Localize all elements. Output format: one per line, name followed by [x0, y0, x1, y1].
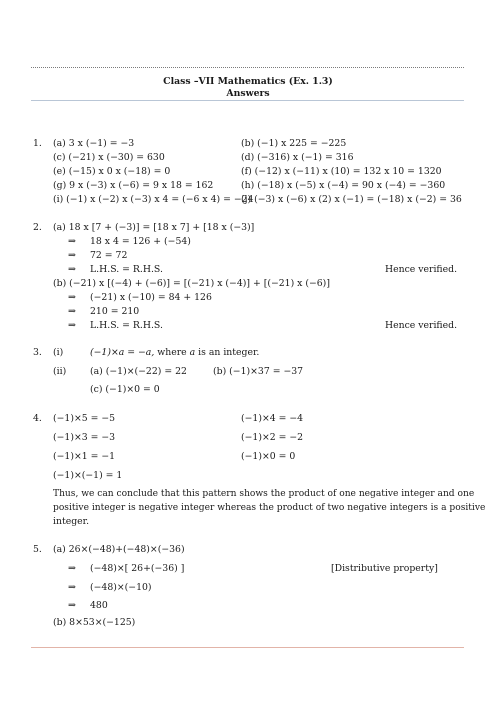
q3-number: 3.	[33, 347, 42, 358]
q4-row-3-right: (−1)×0 = 0	[241, 451, 296, 462]
q3-i-expression	[90, 347, 259, 359]
q1-i: (i) (−1) x (−2) x (−3) x 4 = (−6 x 4) = −24	[53, 194, 254, 205]
q1-number: 1.	[33, 138, 42, 149]
q3-ii-a: (a) (−1)×(−22) = 22	[90, 366, 187, 377]
header-rule	[31, 100, 464, 101]
q4-row-2-right: (−1)×2 = −2	[241, 432, 304, 443]
q5-b-line: (b) 8×53×(−125)	[53, 617, 136, 628]
q2-b-step-3: L.H.S. = R.H.S.	[90, 320, 163, 331]
q4-conclusion-1: Thus, we can conclude that this pattern shows the product of one negative integer and one	[53, 489, 475, 499]
q1-h: (h) (−18) x (−5) x (−4) = 90 x (−4) = −360	[241, 180, 446, 191]
q3-i-text: where	[157, 347, 187, 358]
q2-a-verified: Hence verified.	[385, 264, 458, 275]
q2-a-line: (a) 18 x [7 + (−3)] = [18 x 7] + [18 x (−3)]	[53, 222, 255, 233]
q1-c: (c) (−21) x (−30) = 630	[53, 152, 165, 163]
q3-ii-b: (b) (−1)×37 = −37	[213, 366, 304, 377]
q2-b-verified: Hence verified.	[385, 320, 458, 331]
q4-row-3-left: (−1)×1 = −1	[53, 451, 116, 462]
q3-ii-c: (c) (−1)×0 = 0	[90, 384, 160, 395]
q2-a-step-1: 18 x 4 = 126 + (−54)	[90, 236, 191, 247]
implies-icon: ⇒	[68, 600, 76, 611]
q5-a-step-3: 480	[90, 600, 108, 611]
q2-a-step-3: L.H.S. = R.H.S.	[90, 264, 163, 275]
q2-b-step-2: 210 = 210	[90, 306, 140, 317]
q1-b: (b) (−1) x 225 = −225	[241, 138, 347, 149]
q3-i-label: (i)	[53, 347, 64, 358]
implies-icon: ⇒	[68, 264, 76, 275]
q4-conclusion-3: integer.	[53, 516, 90, 527]
implies-icon: ⇒	[68, 292, 76, 303]
q4-row-1-left: (−1)×5 = −5	[53, 413, 116, 424]
q5-a-note: [Distributive property]	[331, 563, 438, 574]
q4-row-1-right: (−1)×4 = −4	[241, 413, 304, 424]
q2-number: 2.	[33, 222, 42, 233]
q3-i-expr: (−1)×a = −a,	[90, 347, 155, 358]
q1-g: (g) 9 x (−3) x (−6) = 9 x 18 = 162	[53, 180, 214, 191]
implies-icon: ⇒	[68, 236, 76, 247]
q1-a: (a) 3 x (−1) = −3	[53, 138, 135, 149]
q1-j: (j) (−3) x (−6) x (2) x (−1) = (−18) x (−2) = 36	[241, 194, 462, 205]
q3-ii-label: (ii)	[53, 366, 67, 377]
implies-icon: ⇒	[68, 563, 76, 574]
q2-b-step-1: (−21) x (−10) = 84 + 126	[90, 292, 212, 303]
q4-last: (−1)×(−1) = 1	[53, 470, 123, 481]
q5-a-line: (a) 26×(−48)+(−48)×(−36)	[53, 544, 185, 555]
q5-a-step-2: (−48)×(−10)	[90, 582, 152, 593]
q5-number: 5.	[33, 544, 42, 555]
q4-row-2-left: (−1)×3 = −3	[53, 432, 116, 443]
implies-icon: ⇒	[68, 582, 76, 593]
page-subtitle: Answers	[226, 88, 270, 99]
q2-b-line: (b) (−21) x [(−4) + (−6)] = [(−21) x (−4)] + [(−21) x (−6)]	[53, 278, 330, 289]
q3-i-tail: is an integer.	[198, 347, 260, 358]
page-title: Class –VII Mathematics (Ex. 1.3)	[163, 76, 333, 87]
implies-icon: ⇒	[68, 306, 76, 317]
q1-d: (d) (−316) x (−1) = 316	[241, 152, 354, 163]
top-dotted-rule	[31, 67, 464, 68]
q2-a-step-2: 72 = 72	[90, 250, 128, 261]
implies-icon: ⇒	[68, 250, 76, 261]
q4-conclusion-2: positive integer is negative integer whereas the product of two negative integers is a positive	[53, 503, 486, 513]
footer-rule	[31, 647, 464, 648]
q4-number: 4.	[33, 413, 42, 424]
q3-i-var: a	[189, 347, 196, 358]
implies-icon: ⇒	[68, 320, 76, 331]
q1-f: (f) (−12) x (−11) x (10) = 132 x 10 = 1320	[241, 166, 442, 177]
q1-e: (e) (−15) x 0 x (−18) = 0	[53, 166, 171, 177]
q5-a-step-1: (−48)×[ 26+(−36) ]	[90, 563, 185, 574]
